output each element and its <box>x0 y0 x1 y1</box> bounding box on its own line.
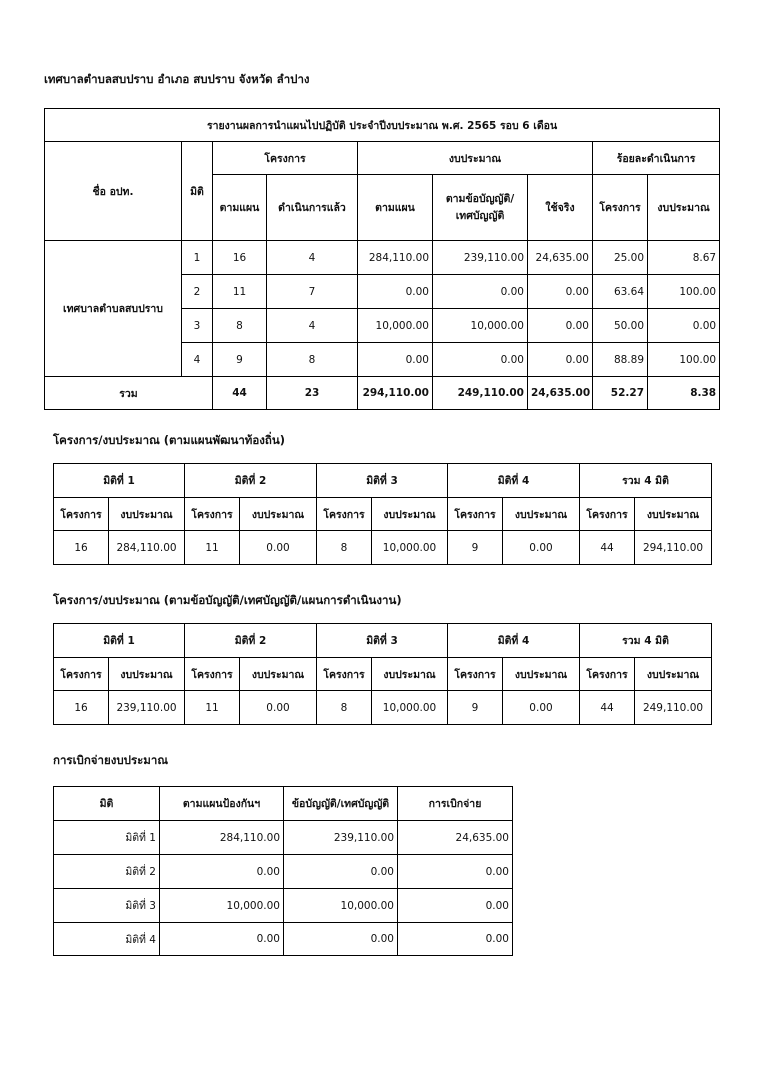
decree-cell: 10,000.00 <box>284 889 398 923</box>
value-cell: 16 <box>54 691 109 725</box>
percent-header: ร้อยละดำเนินการ <box>593 142 720 175</box>
table-row <box>54 531 712 565</box>
value-cell: 8 <box>317 531 372 565</box>
table-row <box>54 855 513 889</box>
group-header: มิติที่ 2 <box>185 624 317 658</box>
sub-header-project: โครงการ <box>317 658 372 691</box>
sub-header-project: โครงการ <box>448 498 503 531</box>
value-cell: 0.00 <box>503 531 580 565</box>
actual-cell: 24,635.00 <box>528 241 593 275</box>
decree-cell: 0.00 <box>433 343 528 377</box>
decree-cell: 239,110.00 <box>433 241 528 275</box>
pct-budget-cell: 100.00 <box>648 343 720 377</box>
pct-budget-cell: 100.00 <box>648 275 720 309</box>
total-actual: 24,635.00 <box>528 377 593 410</box>
actual-header: ใช้จริง <box>528 175 593 241</box>
total-label: รวม <box>45 377 213 410</box>
group-header: มิติที่ 1 <box>54 464 185 498</box>
disbursed-cell: 0.00 <box>398 923 513 956</box>
dim-cell: 1 <box>182 241 213 275</box>
sub-header-budget: งบประมาณ <box>240 498 317 531</box>
group-header: มิติที่ 3 <box>317 464 448 498</box>
decree-cell: 0.00 <box>284 923 398 956</box>
decree-header: ตามข้อบัญญัติ/ เทศบัญญัติ <box>433 175 528 241</box>
disbursement-heading: การเบิกจ่ายงบประมาณ <box>53 753 168 767</box>
value-cell: 0.00 <box>240 531 317 565</box>
pct-budget-header: งบประมาณ <box>648 175 720 241</box>
org-name: เทศบาลตำบลสบปราบ <box>45 241 182 377</box>
sub-header-budget: งบประมาณ <box>503 498 580 531</box>
total-row <box>45 377 720 410</box>
projects-header: โครงการ <box>213 142 358 175</box>
sub-header-project: โครงการ <box>580 658 635 691</box>
dim-cell: 3 <box>182 309 213 343</box>
done-cell: 4 <box>267 241 358 275</box>
group-header: รวม 4 มิติ <box>580 624 712 658</box>
disbursed-cell: 0.00 <box>398 855 513 889</box>
plan-cell: 16 <box>213 241 267 275</box>
pct-project-cell: 88.89 <box>593 343 648 377</box>
value-cell: 0.00 <box>240 691 317 725</box>
dim-cell: 4 <box>182 343 213 377</box>
sub-header-budget: งบประมาณ <box>503 658 580 691</box>
decree-cell: 239,110.00 <box>284 821 398 855</box>
group-header: มิติที่ 2 <box>185 464 317 498</box>
pct-project-header: โครงการ <box>593 175 648 241</box>
plan-cell: 0.00 <box>160 923 284 956</box>
table-row <box>54 889 513 923</box>
disb-header-decree: ข้อบัญญัติ/เทศบัญญัติ <box>284 787 398 821</box>
sub-header-project: โครงการ <box>448 658 503 691</box>
plan-cell: 0.00 <box>160 855 284 889</box>
decree-cell: 10,000.00 <box>433 309 528 343</box>
value-cell: 44 <box>580 691 635 725</box>
pct-project-cell: 63.64 <box>593 275 648 309</box>
group-header: มิติที่ 1 <box>54 624 185 658</box>
value-cell: 294,110.00 <box>635 531 712 565</box>
disbursed-cell: 0.00 <box>398 889 513 923</box>
local-plan-heading: โครงการ/งบประมาณ (ตามแผนพัฒนาท้องถิ่น) <box>53 433 285 447</box>
sub-header-budget: งบประมาณ <box>635 658 712 691</box>
value-cell: 9 <box>448 531 503 565</box>
sub-header-project: โครงการ <box>185 498 240 531</box>
actual-cell: 0.00 <box>528 275 593 309</box>
local-plan-table <box>53 463 712 565</box>
disbursement-table <box>53 786 513 956</box>
dim-cell: มิติที่ 2 <box>54 855 160 889</box>
pct-budget-cell: 8.67 <box>648 241 720 275</box>
report-caption: รายงานผลการนำแผนไปปฏิบัติ ประจำปีงบประมาณ พ.ศ. 2565 รอบ 6 เดือน <box>45 109 720 142</box>
value-cell: 249,110.00 <box>635 691 712 725</box>
value-cell: 11 <box>185 531 240 565</box>
value-cell: 44 <box>580 531 635 565</box>
dim-cell: มิติที่ 4 <box>54 923 160 956</box>
sub-header-budget: งบประมาณ <box>109 658 185 691</box>
disb-header-disbursed: การเบิกจ่าย <box>398 787 513 821</box>
value-cell: 10,000.00 <box>372 531 448 565</box>
dim-cell: มิติที่ 3 <box>54 889 160 923</box>
total-plan: 44 <box>213 377 267 410</box>
sub-header-budget: งบประมาณ <box>240 658 317 691</box>
done-cell: 7 <box>267 275 358 309</box>
org-header: ชื่อ อปท. <box>45 142 182 241</box>
report-table <box>44 108 720 410</box>
total-done: 23 <box>267 377 358 410</box>
plan-cell: 8 <box>213 309 267 343</box>
value-cell: 11 <box>185 691 240 725</box>
value-cell: 284,110.00 <box>109 531 185 565</box>
decree-cell: 0.00 <box>284 855 398 889</box>
actual-cell: 0.00 <box>528 343 593 377</box>
group-header: รวม 4 มิติ <box>580 464 712 498</box>
value-cell: 239,110.00 <box>109 691 185 725</box>
plan-header: ตามแผน <box>213 175 267 241</box>
budget-plan-header: ตามแผน <box>358 175 433 241</box>
sub-header-budget: งบประมาณ <box>635 498 712 531</box>
done-header: ดำเนินการแล้ว <box>267 175 358 241</box>
table-row <box>45 241 720 275</box>
table-row <box>54 923 513 956</box>
group-header: มิติที่ 3 <box>317 624 448 658</box>
value-cell: 8 <box>317 691 372 725</box>
sub-header-budget: งบประมาณ <box>372 498 448 531</box>
plan-cell: 284,110.00 <box>160 821 284 855</box>
budget-plan-cell: 0.00 <box>358 343 433 377</box>
decree-heading: โครงการ/งบประมาณ (ตามข้อบัญญัติ/เทศบัญญัติ/แผนการดำเนินงาน) <box>53 593 402 607</box>
value-cell: 16 <box>54 531 109 565</box>
total-pct-budget: 8.38 <box>648 377 720 410</box>
dim-cell: มิติที่ 1 <box>54 821 160 855</box>
sub-header-project: โครงการ <box>185 658 240 691</box>
decree-table <box>53 623 712 725</box>
dim-header: มิติ <box>182 142 213 241</box>
plan-cell: 9 <box>213 343 267 377</box>
value-cell: 0.00 <box>503 691 580 725</box>
sub-header-project: โครงการ <box>54 498 109 531</box>
decree-cell: 0.00 <box>433 275 528 309</box>
actual-cell: 0.00 <box>528 309 593 343</box>
group-header: มิติที่ 4 <box>448 464 580 498</box>
done-cell: 4 <box>267 309 358 343</box>
value-cell: 10,000.00 <box>372 691 448 725</box>
total-pct-project: 52.27 <box>593 377 648 410</box>
pct-project-cell: 25.00 <box>593 241 648 275</box>
plan-cell: 11 <box>213 275 267 309</box>
plan-cell: 10,000.00 <box>160 889 284 923</box>
sub-header-budget: งบประมาณ <box>109 498 185 531</box>
sub-header-project: โครงการ <box>580 498 635 531</box>
total-decree: 249,110.00 <box>433 377 528 410</box>
budget-plan-cell: 284,110.00 <box>358 241 433 275</box>
total-budget-plan: 294,110.00 <box>358 377 433 410</box>
disb-header-dim: มิติ <box>54 787 160 821</box>
budget-plan-cell: 0.00 <box>358 275 433 309</box>
sub-header-project: โครงการ <box>54 658 109 691</box>
disb-header-plan: ตามแผนป้องกันฯ <box>160 787 284 821</box>
pct-budget-cell: 0.00 <box>648 309 720 343</box>
done-cell: 8 <box>267 343 358 377</box>
budget-header: งบประมาณ <box>358 142 593 175</box>
sub-header-project: โครงการ <box>317 498 372 531</box>
value-cell: 9 <box>448 691 503 725</box>
dim-cell: 2 <box>182 275 213 309</box>
page-title: เทศบาลตำบลสบปราบ อำเภอ สบปราบ จังหวัด ลำปาง <box>44 72 310 86</box>
budget-plan-cell: 10,000.00 <box>358 309 433 343</box>
pct-project-cell: 50.00 <box>593 309 648 343</box>
disbursed-cell: 24,635.00 <box>398 821 513 855</box>
table-row <box>54 691 712 725</box>
group-header: มิติที่ 4 <box>448 624 580 658</box>
table-row <box>54 821 513 855</box>
sub-header-budget: งบประมาณ <box>372 658 448 691</box>
